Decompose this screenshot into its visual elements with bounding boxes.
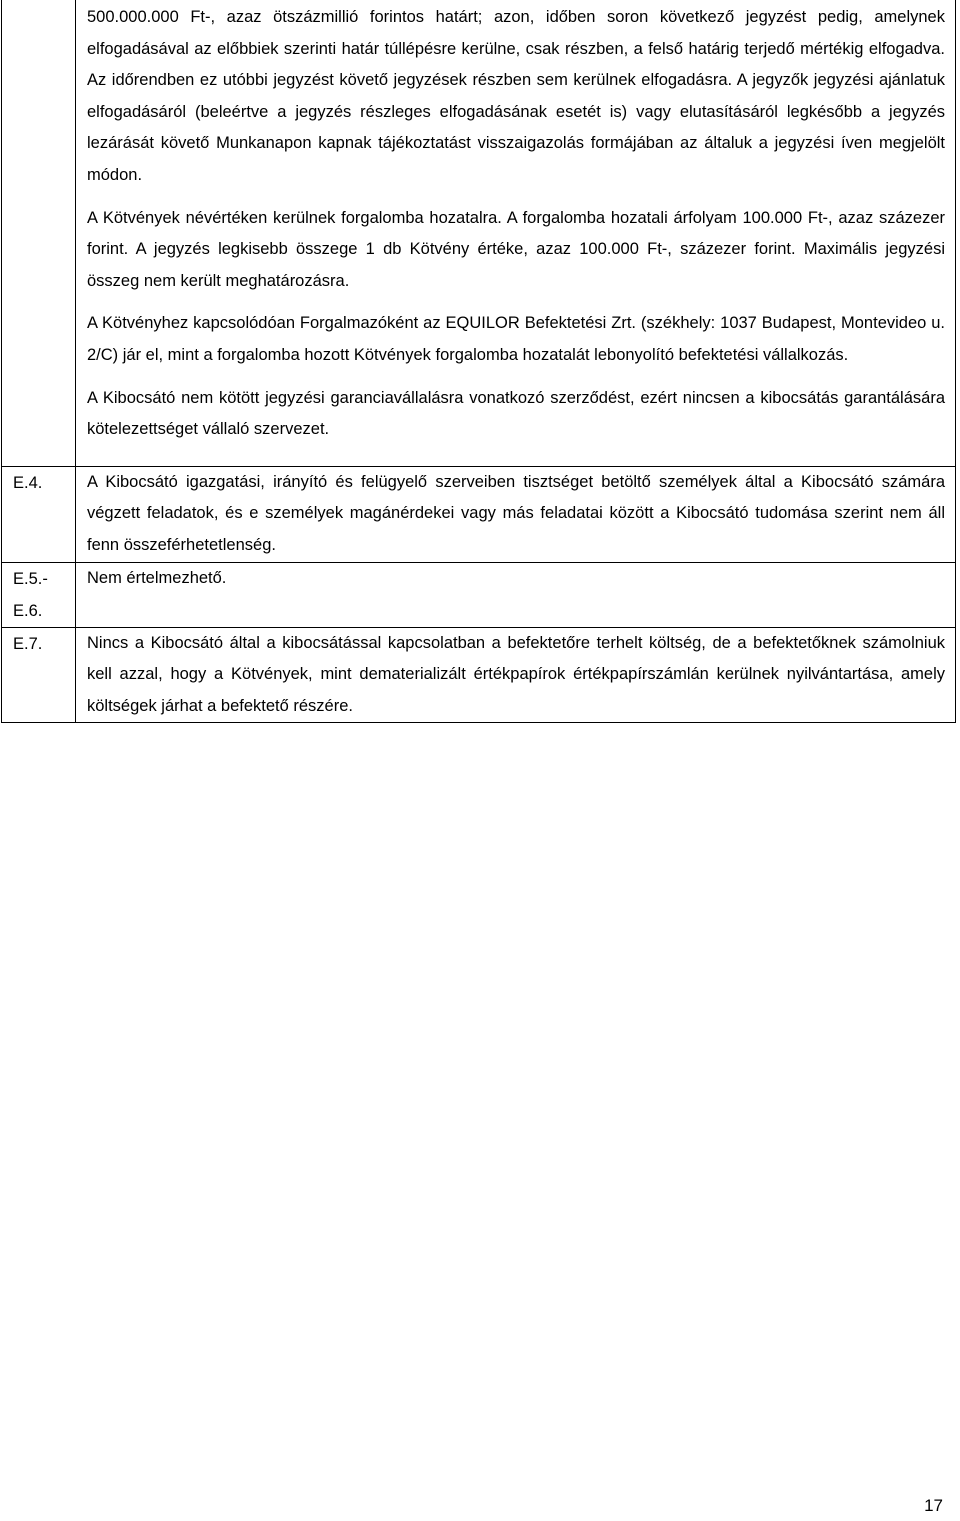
row-label-e7: E.7. bbox=[2, 627, 76, 723]
table-row-e5-e6 bbox=[2, 562, 956, 627]
row-content-e5-e6 bbox=[76, 562, 956, 627]
row-content-cell bbox=[76, 0, 956, 466]
row-label-e4: E.4. bbox=[2, 466, 76, 562]
page-number: 17 bbox=[924, 1496, 943, 1515]
row-content-e7 bbox=[76, 627, 956, 723]
not-applicable-paragraph: Nem értelmezhető. bbox=[87, 568, 227, 587]
row-label-e5-e6: E.5.- E.6. bbox=[2, 562, 76, 627]
row-content-e4 bbox=[76, 466, 956, 562]
table-row-offer-details bbox=[2, 0, 956, 466]
row-label-cell bbox=[2, 0, 76, 466]
document-table bbox=[1, 0, 956, 723]
underwriting-paragraph: A Kibocsátó nem kötött jegyzési garanciavállalásra vonatkozó szerződést, ezért nincsen a kibocsátás garantálására kötelezettséget vállaló szervezet. bbox=[87, 388, 945, 439]
issue-price-paragraph: A Kötvények névértéken kerülnek forgalomba hozatalra. A forgalomba hozatali árfolyam 100.000 Ft-, azaz százezer forint. A jegyzés legkisebb összege 1 db Kötvény értéke, azaz 100.000 Ft-, százezer forint. Maximális jegyzési összeg nem került meghatározásra. bbox=[87, 208, 945, 290]
allocation-paragraph: 500.000.000 Ft-, azaz ötszázmillió forintos határt; azon, időben soron következő jegyzést pedig, amelynek elfogadásával az előbbiek szerinti határ túllépésre kerülne, csak részben, a felső határig terjedő mértékig elfogadva. Az időrendben ez utóbbi jegyzést követő jegyzések részben sem kerülnek elfogadásra. A jegyzők jegyzési ajánlatuk elfogadásáról (beleértve a jegyzés részleges elfogadásának esetét is) vagy elutasításáról legkésőbb a jegyzés lezárását követő Munkanapon kapnak tájékoztatást visszaigazolás formájában az általuk a jegyzési íven megjelölt módon. bbox=[87, 8, 945, 184]
table-row-e4 bbox=[2, 466, 956, 562]
table-row-e7 bbox=[2, 627, 956, 723]
distributor-paragraph: A Kötvényhez kapcsolódóan Forgalmazóként az EQUILOR Befektetési Zrt. (székhely: 1037 Budapest, Montevideo u. 2/C) jár el, mint a forgalomba hozott Kötvények forgalomba hozatalát lebonyolító befektetési vállalkozás. bbox=[87, 314, 945, 364]
expenses-paragraph: Nincs a Kibocsátó által a kibocsátással kapcsolatban a befektetőre terhelt költség, de a befektetőknek számolniuk kell azzal, hogy a Kötvények, mint dematerializált értékpapírok értékpapírszámlán kerülnek nyilvántartása, amely költségek járhat a befektető részére. bbox=[87, 633, 945, 715]
conflict-of-interest-paragraph: A Kibocsátó igazgatási, irányító és felügyelő szerveiben tisztséget betöltő személyek által a Kibocsátó számára végzett feladatok, és e személyek magánérdekei vagy más feladatai között a Kibocsátó tudomása szerint nem áll fenn összeférhetetlenség. bbox=[87, 472, 945, 554]
